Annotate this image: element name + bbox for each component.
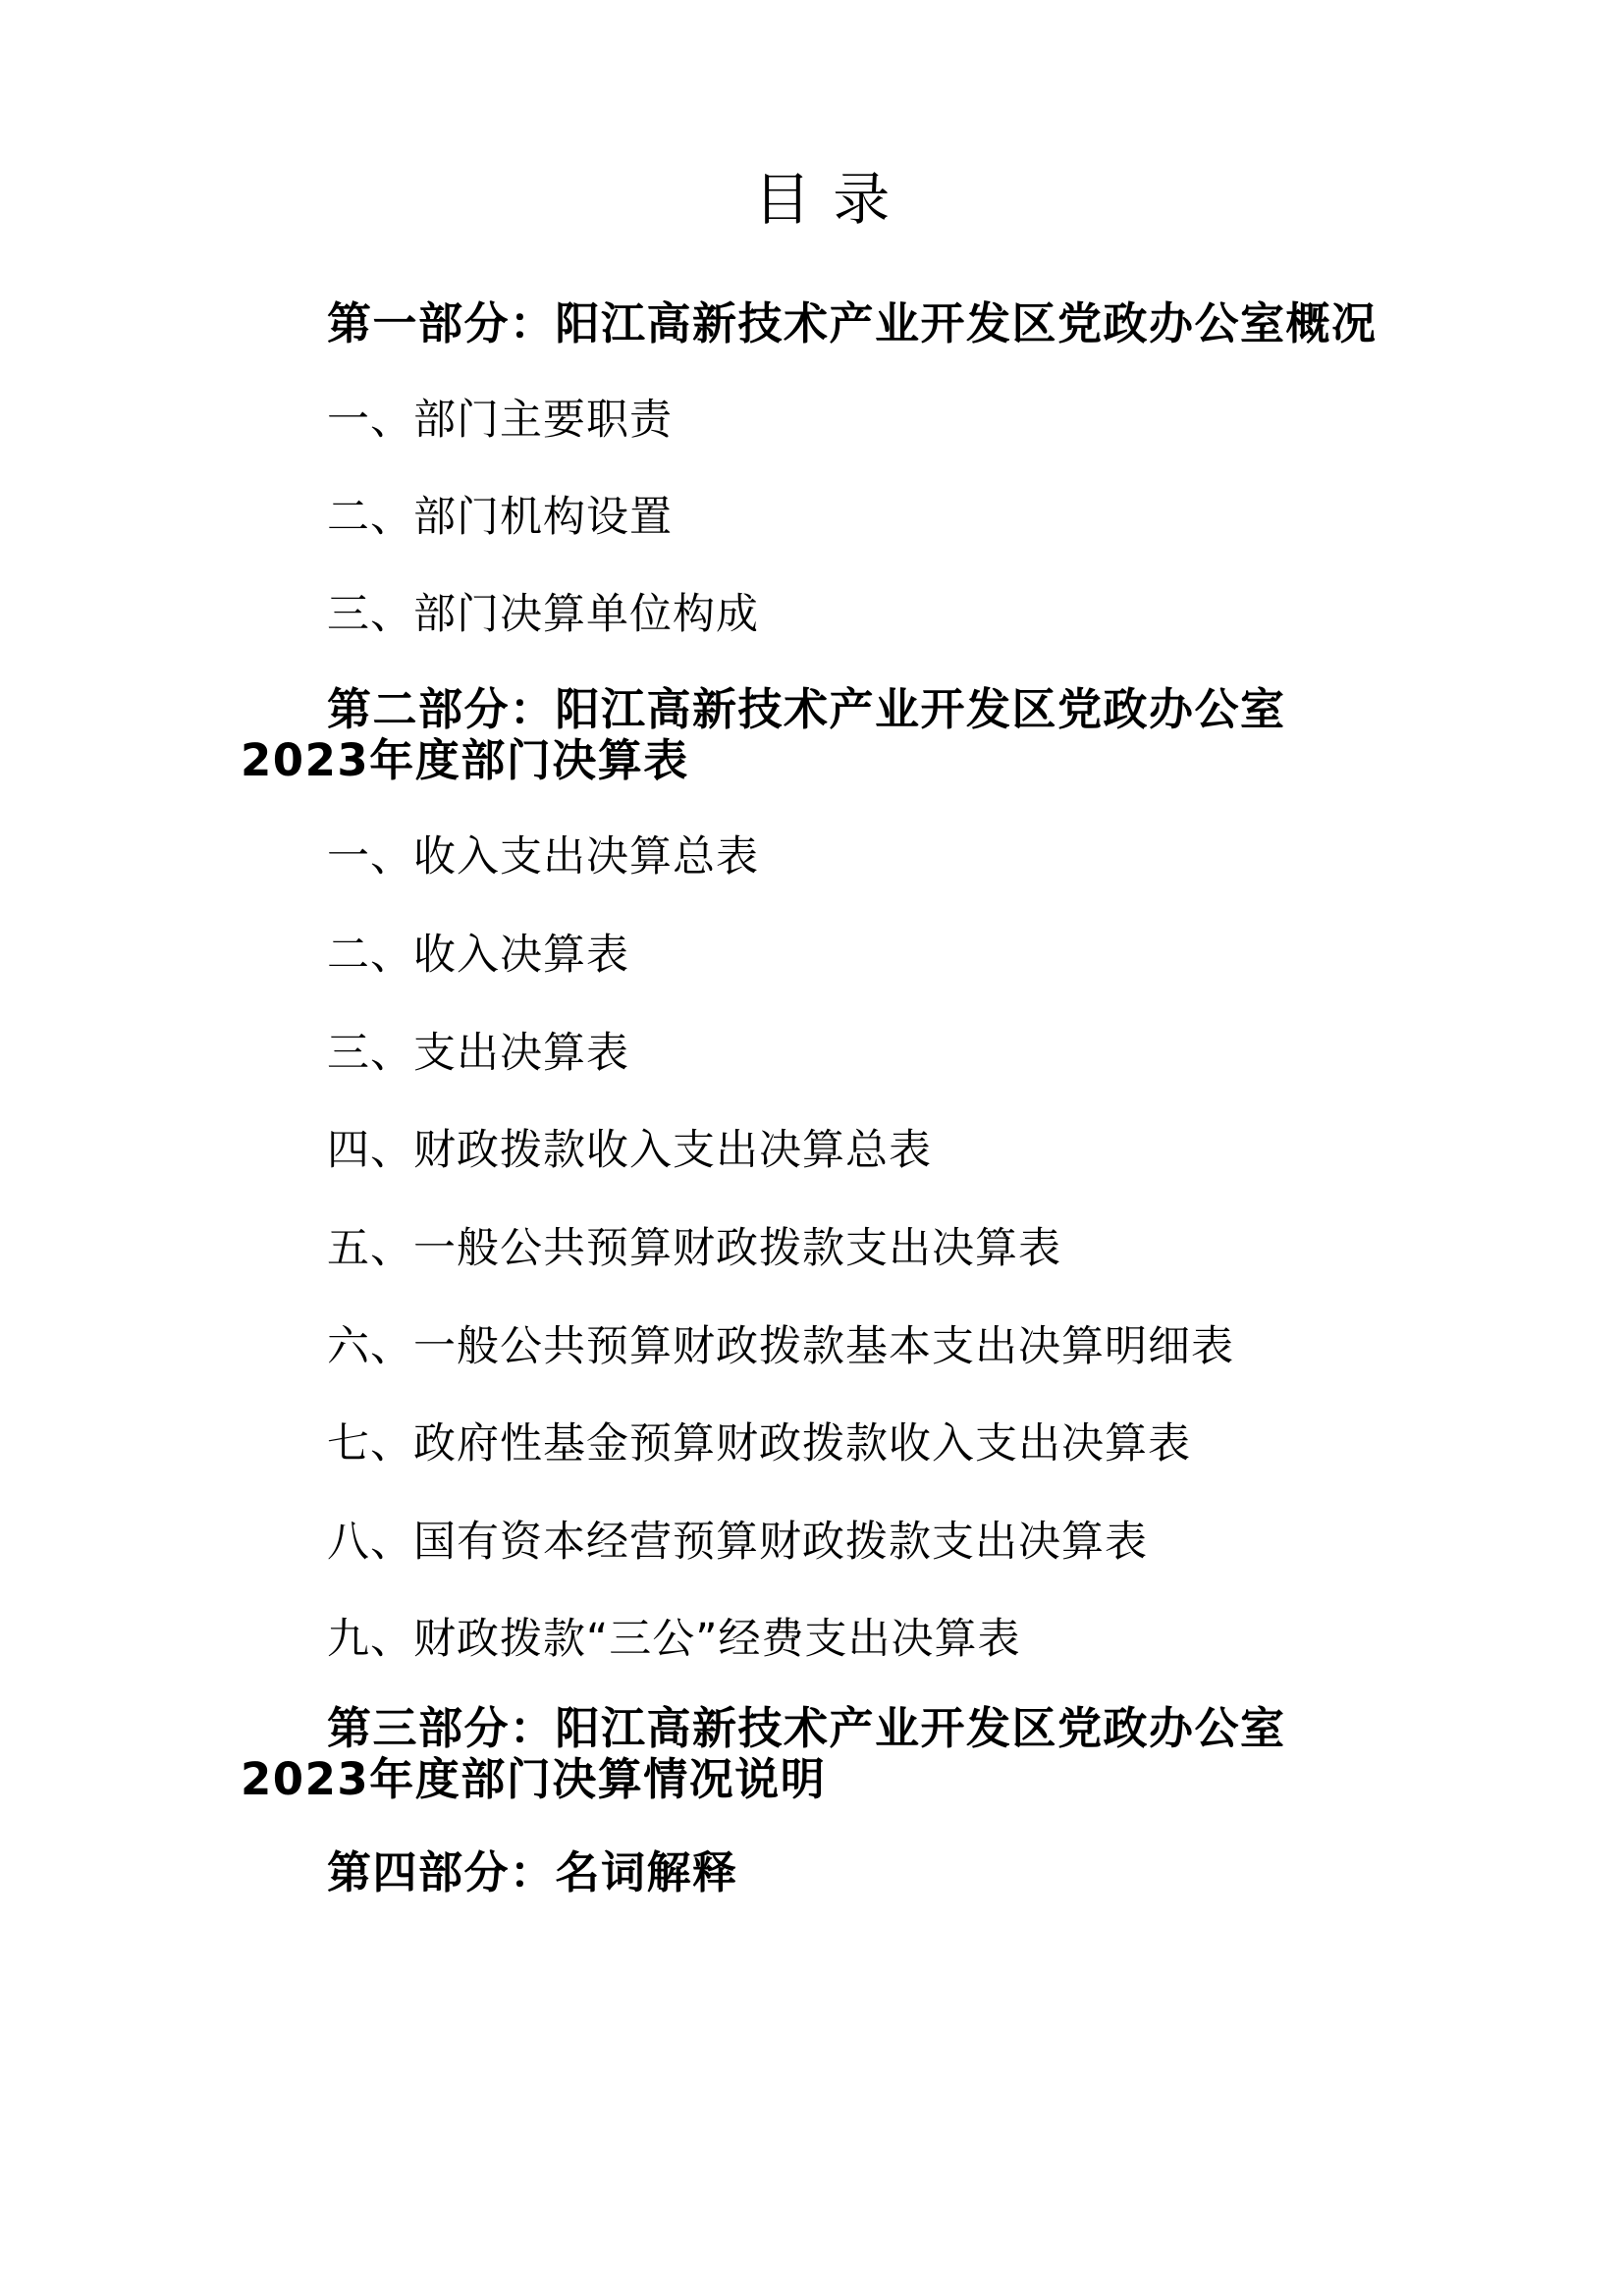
toc-item-2-3[interactable]: 三、支出决算表 [327,1029,629,1078]
toc-item-2-4[interactable]: 四、财政拨款收入支出决算总表 [327,1126,932,1175]
toc-item-2-5[interactable]: 五、一般公共预算财政拨款支出决算表 [327,1224,1061,1273]
toc-item-2-1[interactable]: 一、收入支出决算总表 [327,832,759,881]
toc-item-2-8[interactable]: 八、国有资本经营预算财政拨款支出决算表 [327,1518,1148,1567]
toc-item-2-9[interactable]: 九、财政拨款“三公”经费支出决算表 [327,1615,1021,1664]
toc-part-1[interactable]: 第一部分：阳江高新技术产业开发区党政办公室概况 [327,297,1378,349]
toc-part-2[interactable]: 第二部分：阳江高新技术产业开发区党政办公室2023年度部门决算表 [241,683,1286,786]
toc-part-4[interactable]: 第四部分：名词解释 [327,1846,738,1898]
toc-item-2-2[interactable]: 二、收入决算表 [327,931,629,980]
toc-item-2-7[interactable]: 七、政府性基金预算财政拨款收入支出决算表 [327,1419,1191,1468]
toc-title: 目 录 [753,166,893,233]
toc-part-3[interactable]: 第三部分：阳江高新技术产业开发区党政办公室2023年度部门决算情况说明 [241,1702,1286,1805]
toc-item-2-6[interactable]: 六、一般公共预算财政拨款基本支出决算明细表 [327,1322,1234,1371]
toc-item-1-1[interactable]: 一、部门主要职责 [327,396,673,445]
toc-item-1-3[interactable]: 三、部门决算单位构成 [327,590,759,639]
toc-item-1-2[interactable]: 二、部门机构设置 [327,493,673,542]
